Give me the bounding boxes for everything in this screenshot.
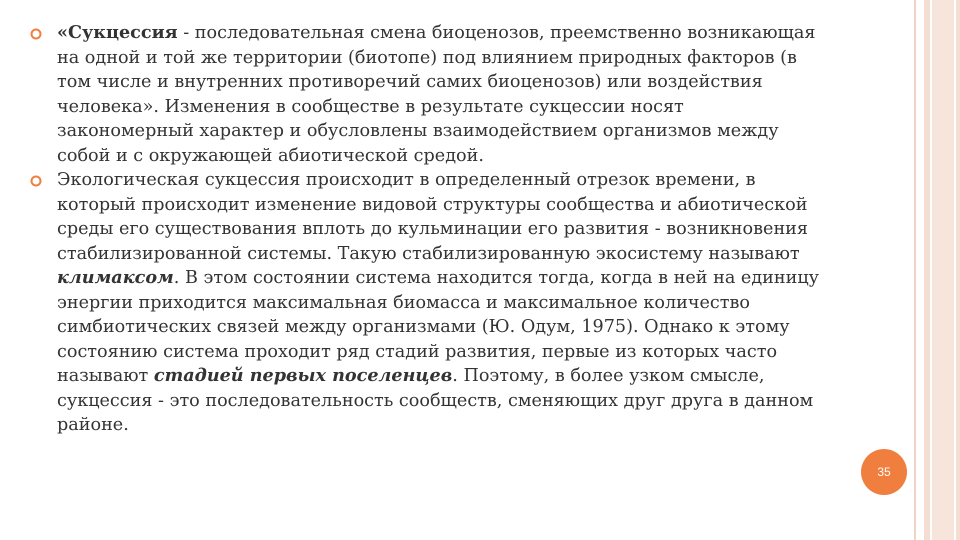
ring-bullet-icon [30,175,42,187]
right-border-band [924,0,960,540]
bullet-item-2 [30,168,820,438]
bullet-2-text-part3: . Поэтому, в более узком смысле, сукцессия - это последовательность сообществ, сменяющих друг друга в данном районе. [57,366,814,435]
ring-bullet-icon [30,28,42,40]
term-succession: «Сукцессия [57,22,178,43]
bullet-1-text: - последовательная смена биоценозов, преемственно возникающая на одной и той же территории (биотопе) под влиянием природных факторов (в том числе и внутренних противоречий самих биоценозов) или воздействия человека». Изменения в сообществе в результате сукцессии носят закономерный характер и обусловлены взаимодействием организмов между собой и с окружающей абиотической средой. [57,23,816,166]
page-number-badge: 35 [861,449,907,495]
right-border-line [914,0,916,540]
term-pioneer-stage: стадией первых поселенцев [153,365,453,386]
bullet-2-text-part1: Экологическая сукцессия происходит в определенный отрезок времени, в который происходит изменение видовой структуры сообщества и абиотической среды его существования вплоть до кульминации его развития - возникновения стабилизированной системы. Такую стабилизированную экосистему называют [57,170,808,264]
bullet-item-1 [30,21,820,168]
slide-content [30,21,820,438]
bullet-2-text-part2: . В этом состоянии система находится тогда, когда в ней на единицу энергии приходится максимальная биомасса и максимальное количество симбиотических связей между организмами (Ю. Одум, 1975). Однако к этому состоянию система проходит ряд стадий развития, первые из которых часто называют [57,268,819,386]
term-climax: климаксом [57,267,174,288]
